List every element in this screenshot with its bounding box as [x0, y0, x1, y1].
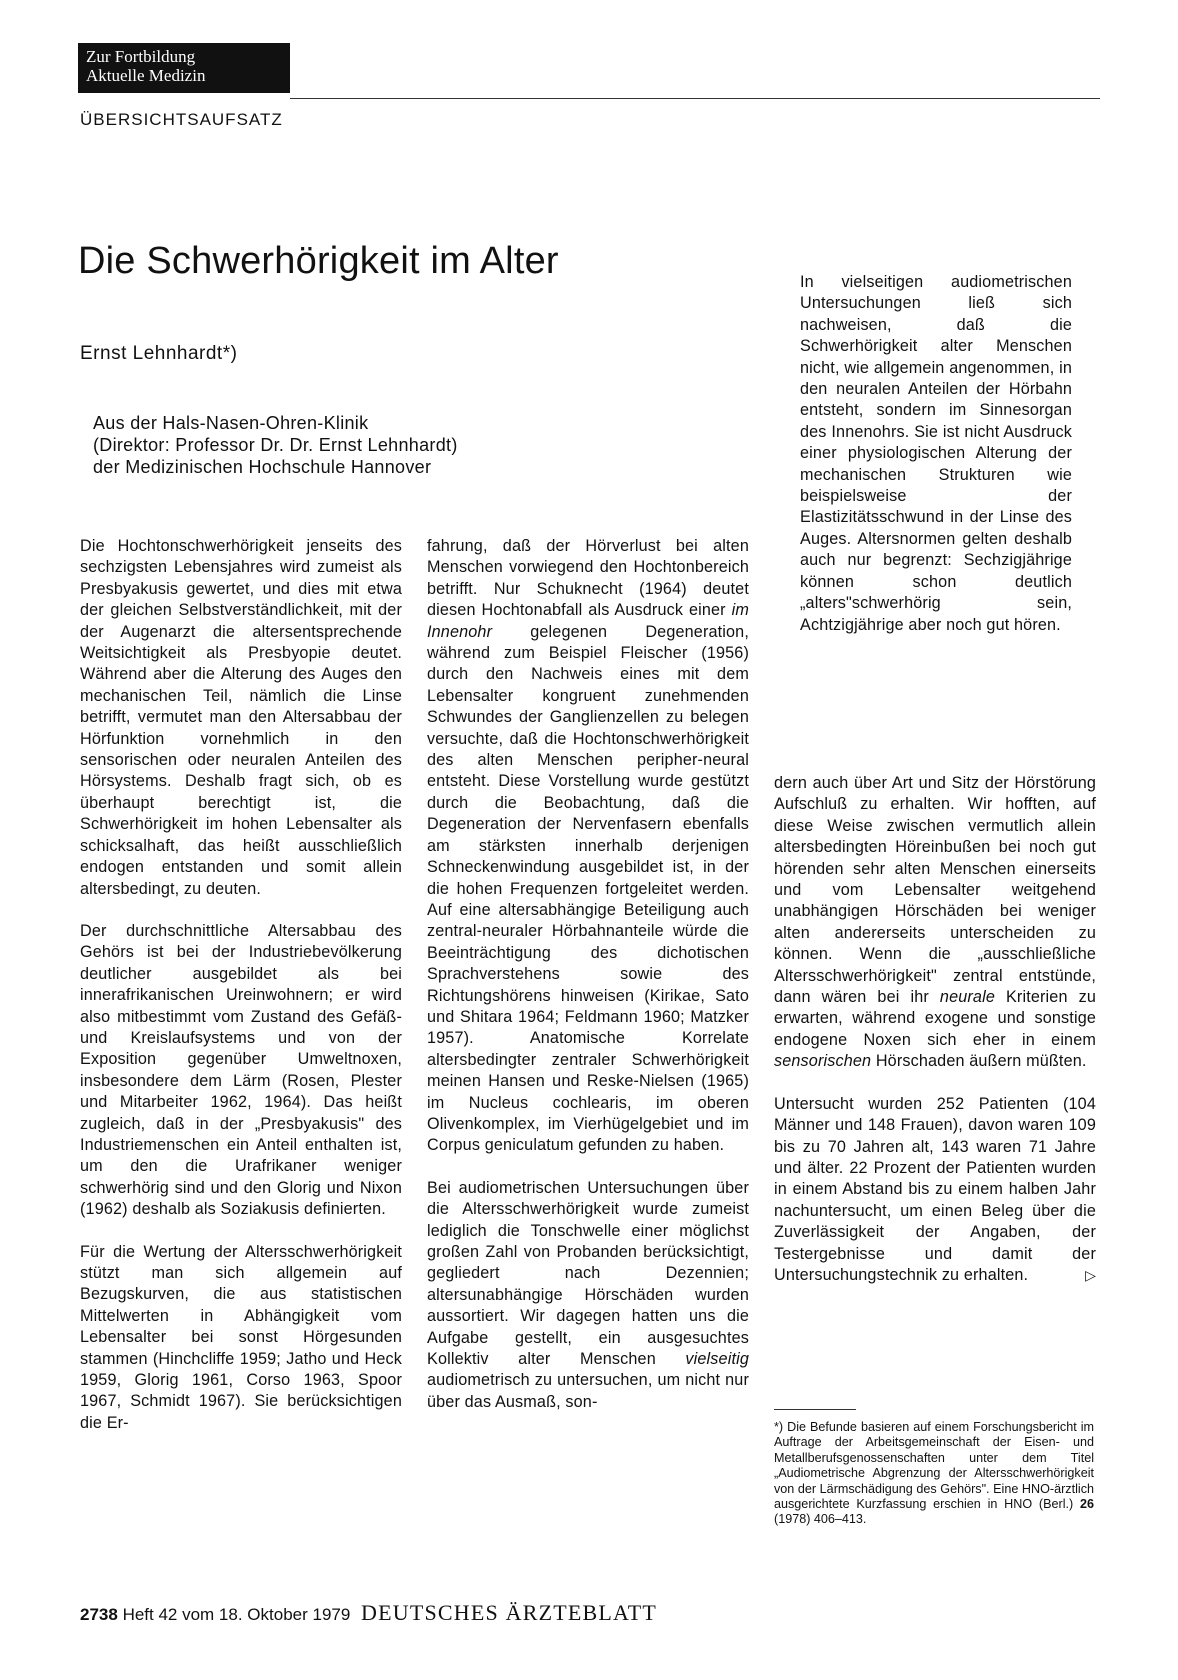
paragraph: Für die Wertung der Altersschwerhörigkeit stützt man sich allgemein auf Bezugskurven, die aus statistischen Mittelwerten in Abhängigkeit vom Lebensalter bei sonst Hörgesunden stammen (Hinchcliffe 1959; Jatho und Heck 1959, Glorig 1961, Corso 1963, Spoor 1967, Schmidt 1967). Sie berücksichtigen die Er-: [80, 1242, 402, 1432]
affiliation-line: Aus der Hals-Nasen-Ohren-Klinik: [93, 413, 369, 433]
intro-paragraph: In vielseitigen audiometrischen Untersuchungen ließ sich nachweisen, daß die Schwerhörigkeit alter Menschen nicht, wie allgemein angenommen, in den neuralen Anteilen der Hörbahn entsteht, sondern im Sinnesorgan des Innenohrs. Sie ist nicht Ausdruck einer physiologischen Alterung der mechanischen Strukturen wie beispielsweise der Elastizitätsschwund in der Linse des Auges. Altersnormen gelten deshalb auch nur begrenzt: Sechzigjährige können schon deutlich „alters"schwerhörig sein, Achtzigjährige aber noch gut hören.: [800, 273, 1072, 634]
issue-info: Heft 42 vom 18. Oktober 1979: [122, 1605, 351, 1624]
header-rule: [290, 98, 1100, 99]
footnote: *) Die Befunde basieren auf einem Forschungsbericht im Auftrage der Arbeitsgemeinschaft der Eisen- und Metallberufsgenossenschaften unter dem Titel „Audiometrische Abgrenzung der Altersschwerhörigkeit von der Lärmschädigung des Gehörs". Eine HNO-ärztlich ausgerichtete Kurzfassung erschien in HNO (Berl.) 26 (1978) 406–413.: [774, 1420, 1094, 1527]
badge-line-2: Aktuelle Medizin: [86, 66, 206, 85]
paragraph: Die Hochtonschwerhörigkeit jenseits des sechzigsten Lebensjahres wird zumeist als Presbyakusis gewertet, und dies mit etwa der gleichen Selbstverständlichkeit, mit der der Augenarzt die altersentsprechende Weitsichtigkeit als Presbyopie deutet. Während aber die Alterung des Auges den mechanischen Teil, nämlich die Linse betrifft, vermutet man den Altersabbau der Hörfunktion vornehmlich in den sensorischen oder neuralen Anteilen des Hörsystems. Deshalb fragt sich, ob es überhaupt berechtigt ist, die Schwerhörigkeit im hohen Lebensalter als schicksalhaft, das heißt ausschließlich endogen entstanden und somit allein altersbedingt, zu deuten.: [80, 537, 402, 898]
paragraph: Untersucht wurden 252 Patienten (104 Männer und 148 Frauen), davon waren 109 bis zu 70 Jahren alt, 143 waren 71 Jahre und älter. 22 Prozent der Patienten wurden in einem Abstand bis zu einem halben Jahr nachuntersucht, um einen Beleg über die Zuverlässigkeit der Angaben, der Testergebnisse und damit der Untersuchungstechnik zu erhalten. ▷: [774, 1094, 1096, 1287]
body-column-2: [427, 536, 749, 1434]
paragraph: Bei audiometrischen Untersuchungen über die Altersschwerhörigkeit wurde zumeist lediglich die Tonschwelle einer möglichst großen Zahl von Probanden berücksichtigt, gegliedert nach Dezennien; altersunabhängige Hörschäden wurden aussortiert. Wir dagegen hatten uns die Aufgabe gestellt, ein ausgesuchtes Kollektiv alter Menschen vielseitig audiometrisch zu untersuchen, um nicht nur über das Ausmaß, son-: [427, 1178, 749, 1411]
footnote-rule: [774, 1409, 856, 1410]
paragraph: fahrung, daß der Hörverlust bei alten Menschen vorwiegend den Hochtonbereich betrifft. Nur Schuknecht (1964) deutet diesen Hochtonabfall als Ausdruck einer im Innenohr gelegenen Degeneration, während zum Beispiel Fleischer (1956) durch den Nachweis eines mit dem Lebensalter kongruent zunehmenden Schwundes der Ganglienzellen zu belegen versuchte, daß die Hochtonschwerhörigkeit des alten Menschen peripher-neural entsteht. Diese Vorstellung wurde gestützt durch die Beobachtung, daß die Degeneration der Nervenfasern ebenfalls am stärksten innerhalb derjenigen Schneckenwindung ausgebildet ist, in der die hohen Frequenzen fortgeleitet werden. Auf eine altersabhängige Beteiligung auch zentral-neuraler Hörbahnanteile würde die Beeinträchtigung des dichotischen Sprachverstehens sowie des Richtungshörens hinweisen (Kirikae, Sato und Shitara 1964; Feldmann 1960; Matzker 1957). Anatomische Korrelate altersbedingter zentraler Schwerhörigkeit meinen Hansen und Reske-Nielsen (1965) im Nucleus cochlearis, im oberen Olivenkomplex, im Vierhügelgebiet und im Corpus geniculatum gefunden zu haben.: [427, 537, 749, 1155]
section-label: ÜBERSICHTSAUFSATZ: [80, 110, 283, 129]
affiliation: [93, 412, 458, 478]
affiliation-line: (Direktor: Professor Dr. Dr. Ernst Lehnhardt): [93, 435, 458, 455]
article-title: Die Schwerhörigkeit im Alter: [78, 240, 559, 282]
section-badge: [78, 43, 290, 93]
badge-line-1: Zur Fortbildung: [86, 47, 196, 66]
body-column-1: [80, 536, 402, 1455]
journal-name: DEUTSCHES ÄRZTEBLATT: [361, 1600, 657, 1625]
body-column-3: [774, 773, 1096, 1307]
affiliation-line: der Medizinischen Hochschule Hannover: [93, 457, 432, 477]
continue-arrow-icon: ▷: [1085, 1266, 1096, 1283]
paragraph: Der durchschnittliche Altersabbau des Gehörs ist bei der Industriebevölkerung deutlicher ausgebildet als bei innerafrikanischen Ureinwohnern; er wird also mitbestimmt vom Zustand des Gefäß- und Kreislaufsystems und von der Exposition gegenüber Umweltnoxen, insbesondere dem Lärm (Rosen, Plester und Mitarbeiter 1962, 1964). Das heißt zugleich, daß in der „Presbyakusis" des Industriemenschen ein Anteil enthalten ist, um den die Urafrikaner weniger schwerhörig sind und den Glorig und Nixon (1962) deshalb als Soziakusis definierten.: [80, 921, 402, 1219]
page-number: 2738: [80, 1605, 118, 1624]
article-author: Ernst Lehnhardt*): [80, 343, 238, 364]
page-footer: [80, 1600, 657, 1626]
abstract-intro: [800, 272, 1072, 657]
paragraph: dern auch über Art und Sitz der Hörstörung Aufschluß zu erhalten. Wir hofften, auf diese Weise zwischen vermutlich allein altersbedingten Höreinbußen bei noch gut hörenden sehr alten Menschen einerseits und vom Lebensalter weitgehend unabhängigen Hörschäden bei weniger alten andererseits unterscheiden zu können. Wenn die „ausschließliche Altersschwerhörigkeit" zentral entstünde, dann wären bei ihr neurale Kriterien zu erwarten, während exogene und sonstige endogene Noxen sich eher in einem sensorischen Hörschaden äußern müßten.: [774, 774, 1096, 1071]
